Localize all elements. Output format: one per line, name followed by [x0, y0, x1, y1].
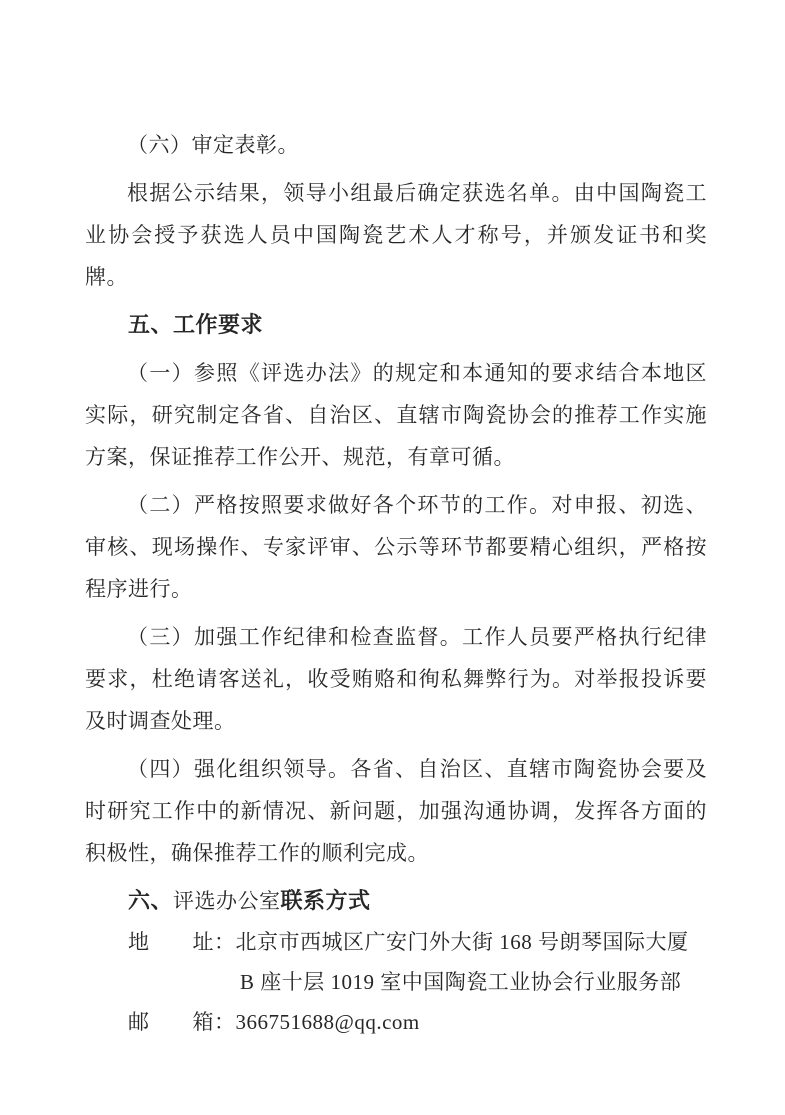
address-label: 地 址： [128, 930, 236, 954]
para-item-1: （一）参照《评选办法》的规定和本通知的要求结合本地区实际，研究制定各省、自治区、直辖市陶瓷协会的推荐工作实施方案，保证推荐工作公开、规范，有章可循。 [85, 361, 707, 469]
para-announcement-result: 根据公示结果，领导小组最后确定获选名单。由中国陶瓷工业协会授予获选人员中国陶瓷艺术人才称号，并颁发证书和奖牌。 [85, 181, 707, 289]
para-item-3: （三）加强工作纪律和检查监督。工作人员要严格执行纪律要求，杜绝请客送礼，收受贿赂和徇私舞弊行为。对举报投诉要及时调查处理。 [85, 625, 707, 733]
heading-contact-number: 六、 [128, 888, 174, 913]
contact-email-line [128, 1002, 707, 1042]
email-label: 邮 箱： [128, 1010, 236, 1034]
contact-address-line [128, 922, 707, 962]
para-item-2: （二）严格按照要求做好各个环节的工作。对申报、初选、审核、现场操作、专家评审、公示等环节都要精心组织，严格按程序进行。 [85, 493, 707, 601]
heading-contact-title: 联系方式 [280, 888, 371, 913]
para-review-commendation: （六）审定表彰。 [127, 133, 299, 157]
email-value: 366751688@qq.com [235, 1010, 420, 1034]
contact-address-line2: B 座十层 1019 室中国陶瓷工业协会行业服务部 [240, 970, 682, 994]
heading-contact-office: 评选办公室 [173, 889, 281, 913]
heading-contact-info [85, 880, 707, 922]
para-item-4: （四）强化组织领导。各省、自治区、直辖市陶瓷协会要及时研究工作中的新情况、新问题，加强沟通协调，发挥各方面的积极性，确保推荐工作的顺利完成。 [85, 757, 707, 865]
heading-work-requirements: 五、工作要求 [128, 312, 264, 337]
address-value-line1: 北京市西城区广安门外大街 168 号朗琴国际大厦 [235, 930, 689, 954]
